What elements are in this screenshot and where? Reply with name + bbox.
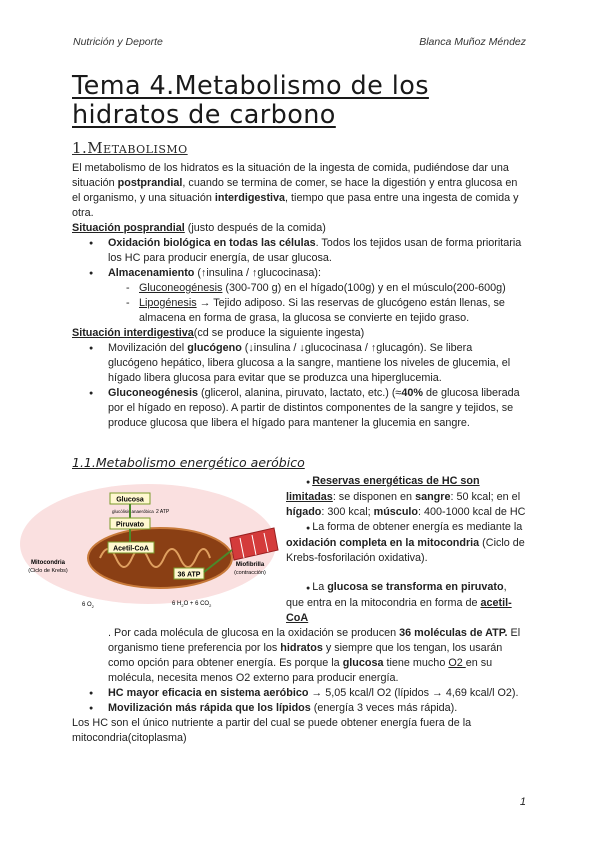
list-item: ● Reservas energéticas de HC son limitadas: se disponen en sangre: 50 kcal; en el hígado: 300 kcal; músculo: 400-1000 kcal de HC <box>286 474 526 520</box>
metabolism-section <box>72 161 524 431</box>
atp-small-label: 2 ATP <box>156 509 170 515</box>
miofib-sublabel: (contracción) <box>234 570 266 576</box>
list-item: ● Movilización del glucógeno (↓insulina / ↓glucocinasa / ↑glucagón). Se libera glucógeno hepático, libera glucosa a la sangre, mantiene los niveles de glucemia, el hígado libera glucosa para evitar que se produzca una hiperglucemia. <box>72 341 524 386</box>
list-item: ● HC mayor eficacia en sistema aeróbico → 5,05 kcal/l O2 (lípidos → 4,69 kcal/l O2). <box>72 686 524 701</box>
header-author: Blanca Muñoz Méndez <box>419 36 526 48</box>
list-item: ● Almacenamiento (↑insulina / ↑glucocinasa): <box>72 266 524 281</box>
glucolisis-label: glucólisis anaeróbica <box>112 509 154 514</box>
acetil-label: Acetil-CoA <box>113 545 149 553</box>
page-title: Tema 4.Metabolismo de los hidratos de carbono <box>72 71 429 130</box>
sub-list-item: - Gluconeogénesis (300-700 g) en el hígado(100g) y en el músculo(200-600g) <box>72 281 524 296</box>
section-heading: 1.Metabolismo <box>72 139 188 157</box>
interdigestive-heading: Situación interdigestiva(cd se produce la siguiente ingesta) <box>72 327 365 339</box>
aerobic-right-column <box>286 474 526 566</box>
piruvato-label: Piruvato <box>115 521 145 529</box>
oxygen-label: 6 $O_2$ <box>82 602 94 609</box>
intro-paragraph: El metabolismo de los hidratos es la situación de la ingesta de comida, pudiéndose dar una situación postprandial, cuando se termina de comer, se hace la digestión y entra glucosa en el organismo, y una situación interdigestiva, tiempo que pasa entre una ingesta de comida y otra. <box>72 162 519 219</box>
aerobic-section <box>72 580 524 746</box>
page-number: 1 <box>519 796 526 808</box>
products-label: 6 $H_2O + 6$ $CO_2$ <box>172 601 212 608</box>
atp-label: 36 ATP <box>177 571 201 579</box>
postprandial-heading: Situación posprandial (justo después de la comida) <box>72 222 326 234</box>
list-item: ● La glucosa se transforma en piruvato, que entra en la mitocondria en forma de acetil-CoA <box>72 580 524 626</box>
mitochondria-shape <box>88 528 232 588</box>
header-subject: Nutrición y Deporte <box>73 36 163 48</box>
closing-paragraph: Los HC son el único nutriente a partir del cual se puede obtener energía fuera de la mitocondria(citoplasma) <box>72 717 472 744</box>
list-item: ● La forma de obtener energía es mediante la oxidación completa en la mitocondria (Ciclo de Krebs-fosforilación oxidativa). <box>286 520 526 566</box>
list-item: ● Gluconeogénesis (glicerol, alanina, piruvato, lactato, etc.) (≈40% de glucosa liberada por el hígado en reposo). A partir de distintos componentes de la sangre y tejidos, se produce glucosa que libera el hígado para mantener la glucemia en sangre. <box>72 386 524 431</box>
list-item-continuation: . Por cada molécula de glucosa en la oxidación se producen 36 moléculas de ATP. El organismo tiene preferencia por los hidratos y siempre que los tengan, los usarán como opción para obtener energía. Es porque la glucosa tiene mucho O2 en su molécula, necesita menos O2 externo para producir energía. <box>108 627 521 684</box>
subsection-heading: 1.1.Metabolismo energético aeróbico <box>72 455 305 470</box>
mito-label: Mitocondria <box>31 560 65 566</box>
mito-sublabel: (Ciclo de Krebs) <box>28 568 68 574</box>
glucosa-label: Glucosa <box>116 496 144 504</box>
list-item: ● Oxidación biológica en todas las células. Todos los tejidos usan de forma prioritaria los HC para producir energía, de usar glucosa. <box>72 236 524 266</box>
sub-list-item: - Lipogénesis → Tejido adiposo. Si las reservas de glucógeno están llenas, se almacena en forma de grasa, la glucosa se convierte en tejido graso. <box>72 296 524 326</box>
list-item: ● Movilización más rápida que los lípidos (energía 3 veces más rápida). <box>72 701 524 716</box>
miofib-label: Miofibrilla <box>235 562 265 568</box>
